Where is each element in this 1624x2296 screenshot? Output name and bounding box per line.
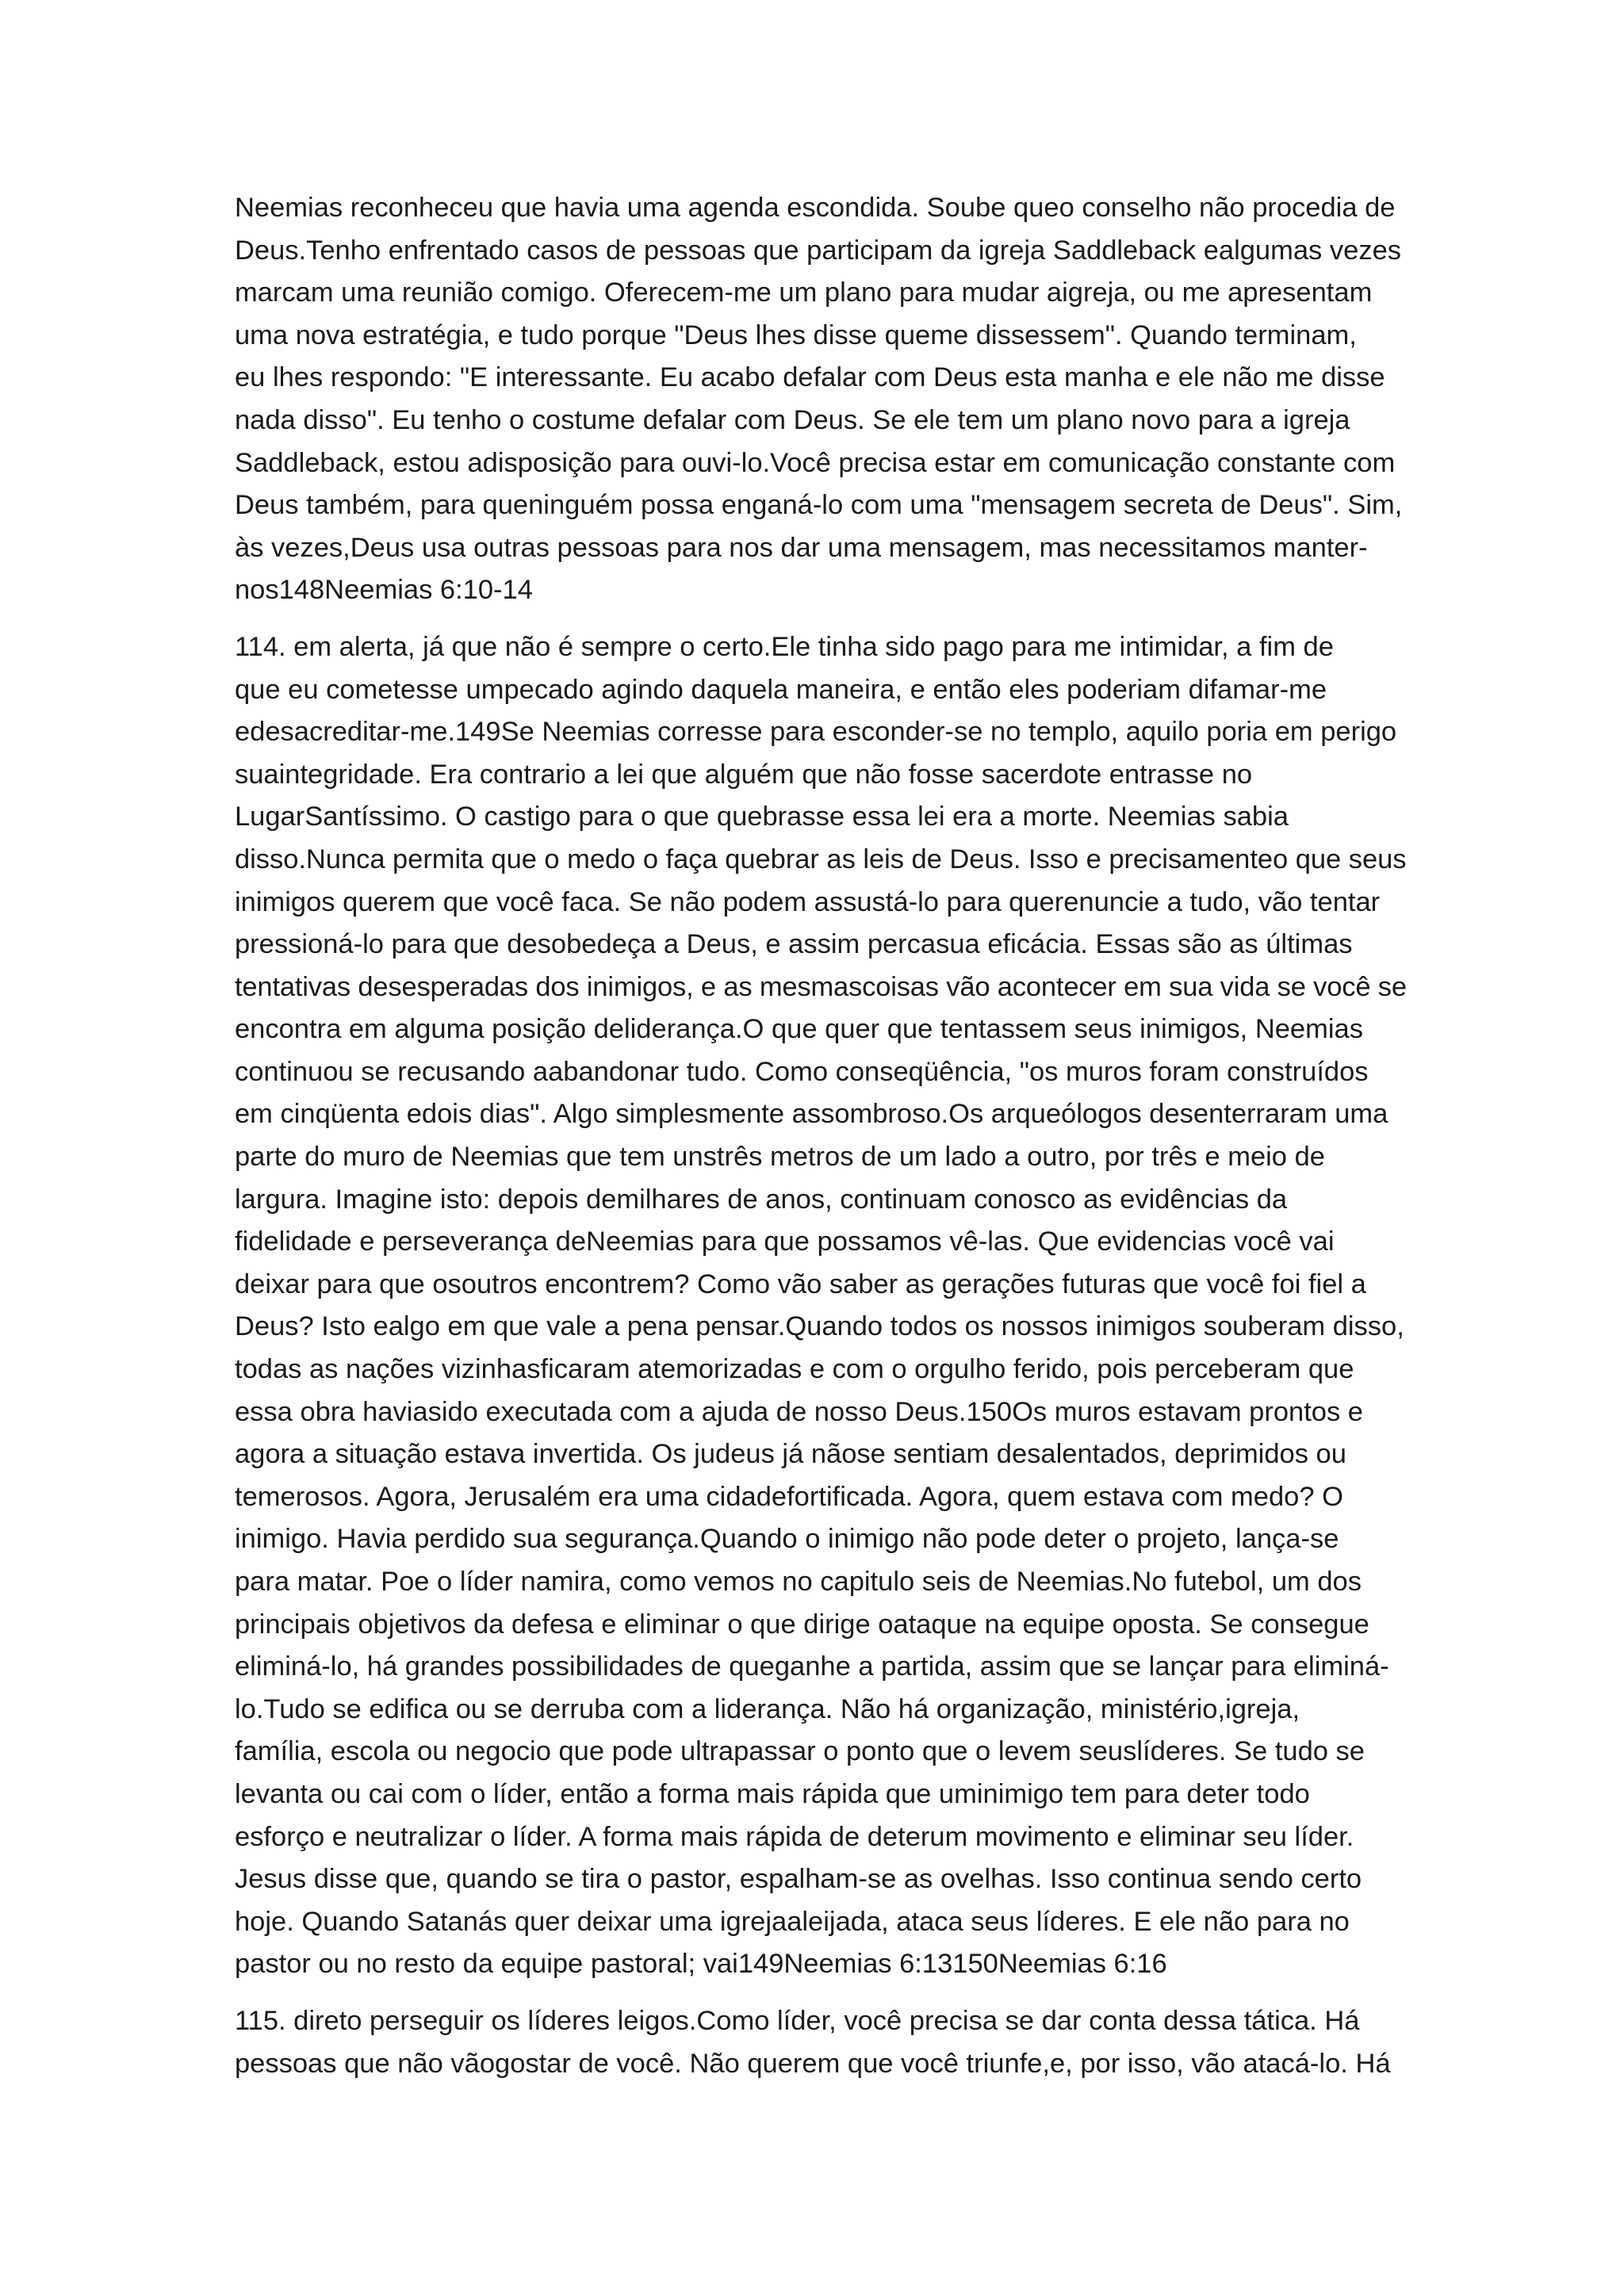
text-line: que eu cometesse umpecado agindo daquela maneira, e então eles poderiam difamar-me bbox=[235, 674, 1327, 705]
text-line: deixar para que osoutros encontrem? Como vão saber as gerações futuras que você foi fiel a bbox=[235, 1269, 1366, 1299]
text-line: suaintegridade. Era contrario a lei que alguém que não fosse sacerdote entrasse no bbox=[235, 759, 1253, 790]
text-line: hoje. Quando Satanás quer deixar uma igrejaaleijada, ataca seus líderes. E ele não para no bbox=[235, 1906, 1350, 1937]
text-line: Deus.Tenho enfrentado casos de pessoas que participam da igreja Saddleback ealgumas vezes bbox=[235, 235, 1402, 266]
text-line: edesacreditar-me.149Se Neemias corresse para esconder-se no templo, aquilo poria em perigo bbox=[235, 717, 1397, 748]
text-line: temerosos. Agora, Jerusalém era uma cidadefortificada. Agora, quem estava com medo? O bbox=[235, 1481, 1343, 1512]
text-line: LugarSantíssimo. O castigo para o que quebrasse essa lei era a morte. Neemias sabia bbox=[235, 802, 1289, 832]
text-line: Neemias reconheceu que havia uma agenda escondida. Soube queo conselho não procedia de bbox=[235, 193, 1396, 223]
text-line: família, escola ou negocio que pode ultrapassar o ponto que o levem seuslíderes. Se tudo se bbox=[235, 1736, 1365, 1767]
text-line: continuou se recusando aabandonar tudo. Como conseqüência, "os muros foram construídos bbox=[235, 1056, 1369, 1087]
text-line: inimigos querem que você faca. Se não podem assustá-lo para querenuncie a tudo, vão tentar bbox=[235, 886, 1381, 917]
text-line: fidelidade e perseverança deNeemias para que possamos vê-las. Que evidencias você vai bbox=[235, 1226, 1335, 1257]
paragraph bbox=[235, 626, 1407, 1986]
text-line: 115. direto perseguir os líderes leigos.Como líder, você precisa se dar conta dessa tática. Há bbox=[235, 2005, 1360, 2036]
text-line: esforço e neutralizar o líder. A forma mais rápida de deterum movimento e eliminar seu líder. bbox=[235, 1821, 1354, 1852]
text-line: Saddleback, estou adisposição para ouvi-lo.Você precisa estar em comunicação constante com bbox=[235, 447, 1396, 478]
text-line: encontra em alguma posição deliderança.O que quer que tentassem seus inimigos, Neemias bbox=[235, 1014, 1363, 1045]
text-line: Deus? Isto ealgo em que vale a pena pensar.Quando todos os nossos inimigos souberam disso, bbox=[235, 1311, 1404, 1342]
text-line: largura. Imagine isto: depois demilhares de anos, continuam conosco as evidências da bbox=[235, 1184, 1288, 1215]
text-line: eu lhes respondo: "E interessante. Eu acabo defalar com Deus esta manha e ele não me disse bbox=[235, 362, 1385, 393]
paragraph bbox=[235, 187, 1407, 612]
text-line: essa obra haviasido executada com a ajuda de nosso Deus.150Os muros estavam prontos e bbox=[235, 1396, 1363, 1427]
text-line: uma nova estratégia, e tudo porque "Deus lhes disse queme dissessem". Quando terminam, bbox=[235, 320, 1357, 350]
paragraph bbox=[235, 2000, 1407, 2085]
text-line: disso.Nunca permita que o medo o faça quebrar as leis de Deus. Isso e precisamenteo que seus bbox=[235, 844, 1407, 874]
text-line: Jesus disse que, quando se tira o pastor, espalham-se as ovelhas. Isso continua sendo certo bbox=[235, 1864, 1362, 1895]
text-line: às vezes,Deus usa outras pessoas para nos dar uma mensagem, mas necessitamos manter- bbox=[235, 532, 1368, 563]
text-line: marcam uma reunião comigo. Oferecem-me um plano para mudar aigreja, ou me apresentam bbox=[235, 277, 1373, 308]
text-line: pessoas que não vãogostar de você. Não querem que você triunfe,e, por isso, vão atacá-lo. Há bbox=[235, 2048, 1391, 2079]
text-line: 114. em alerta, já que não é sempre o certo.Ele tinha sido pago para me intimidar, a fim de bbox=[235, 631, 1334, 662]
text-line: pastor ou no resto da equipe pastoral; vai149Neemias 6:13150Neemias 6:16 bbox=[235, 1949, 1167, 1980]
text-line: nos148Neemias 6:10-14 bbox=[235, 575, 533, 606]
text-line: para matar. Poe o líder namira, como vemos no capitulo seis de Neemias.No futebol, um dos bbox=[235, 1567, 1362, 1597]
text-line: lo.Tudo se edifica ou se derruba com a liderança. Não há organização, ministério,igreja, bbox=[235, 1693, 1300, 1724]
text-line: em cinqüenta edois dias". Algo simplesmente assombroso.Os arqueólogos desenterraram uma bbox=[235, 1099, 1388, 1130]
text-line: principais objetivos da defesa e eliminar o que dirige oataque na equipe oposta. Se consegue bbox=[235, 1609, 1369, 1640]
text-line: agora a situação estava invertida. Os judeus já nãose sentiam desalentados, deprimidos ou bbox=[235, 1439, 1346, 1470]
text-line: levanta ou cai com o líder, então a forma mais rápida que uminimigo tem para deter todo bbox=[235, 1778, 1310, 1809]
text-line: Deus também, para queninguém possa enganá-lo com uma "mensagem secreta de Deus". Sim, bbox=[235, 490, 1403, 521]
text-line: nada disso". Eu tenho o costume defalar com Deus. Se ele tem um plano novo para a igreja bbox=[235, 404, 1350, 435]
text-line: inimigo. Havia perdido sua segurança.Quando o inimigo não pode deter o projeto, lança-se bbox=[235, 1524, 1339, 1555]
text-line: tentativas desesperadas dos inimigos, e as mesmascoisas vão acontecer em sua vida se você se bbox=[235, 971, 1407, 1002]
text-line: parte do muro de Neemias que tem unstrês metros de um lado a outro, por três e meio de bbox=[235, 1142, 1325, 1173]
text-line: pressioná-lo para que desobedeça a Deus, e assim percasua eficácia. Essas são as últimas bbox=[235, 929, 1353, 960]
text-line: todas as nações vizinhasficaram atemorizadas e com o orgulho ferido, pois perceberam que bbox=[235, 1354, 1354, 1385]
text-line: eliminá-lo, há grandes possibilidades de queganhe a partida, assim que se lançar para eliminá- bbox=[235, 1651, 1389, 1682]
document-body bbox=[235, 187, 1407, 2099]
